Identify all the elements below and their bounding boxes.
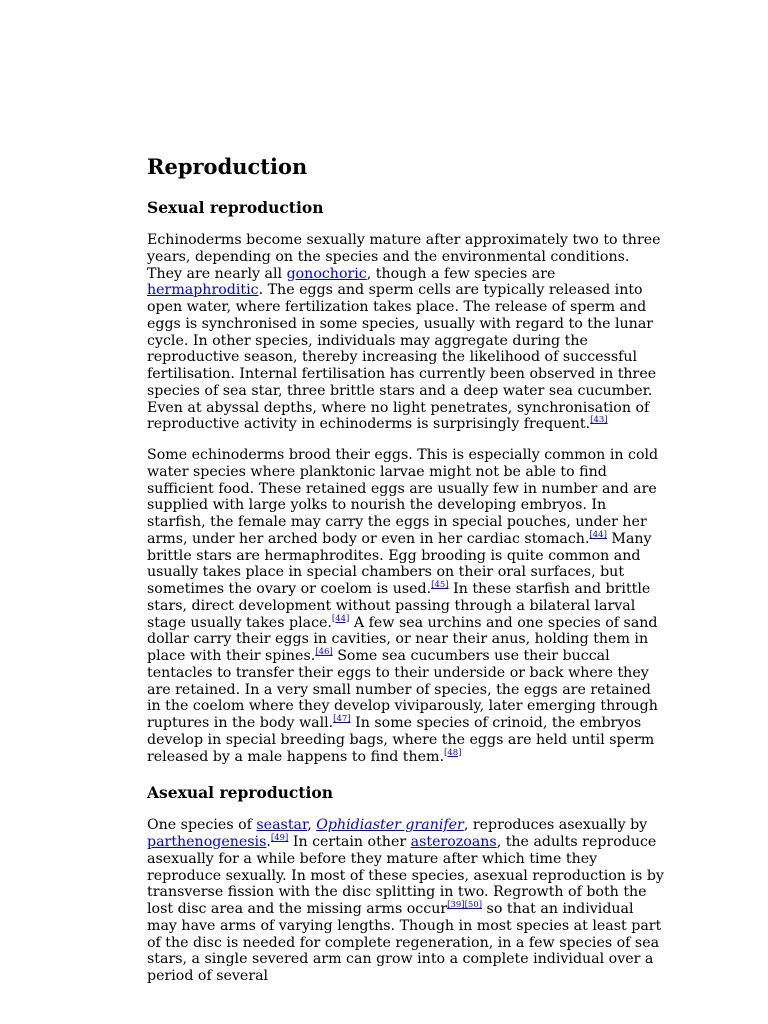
link-parthenogenesis[interactable]: parthenogenesis: [147, 834, 267, 850]
citation-50[interactable]: [50]: [464, 900, 483, 910]
section-heading-asexual: Asexual reproduction: [147, 783, 334, 803]
paragraph-sexual-1: Echinoderms become sexually mature after approximately two to three years, depending on the species and the environmental conditions. They are nearly all gonochoric, though a few species are hermaphroditic. The eggs and sperm cells are typically released into open water, where fertilization takes place. The release of sperm and eggs is synchronised in some species, usually with regard to the lunar cycle. In other species, individuals may aggregate during the reproductive season, thereby increasing the likelihood of successful fertilisation. Internal fertilisation has currently been observed in three species of sea star, three brittle stars and a deep water sea cucumber. Even at abyssal depths, where no light penetrates, synchronisation of reproductive activity in echinoderms is surprisingly frequent.[43]: [147, 232, 661, 433]
citation-48[interactable]: [48]: [444, 747, 462, 758]
paragraph-asexual-1: One species of seastar, Ophidiaster granifer, reproduces asexually by parthenogenesis.[49] In certain other asterozoans, the adults reproduce asexually for a while before they mature after which time they reproduce sexually. In most of these species, asexual reproduction is by transverse fission with the disc splitting in two. Regrowth of both the lost disc area and the missing arms occur[39][50] so that an individual may have arms of varying lengths. Though in most species at least part of the disc is needed for complete regeneration, in a few species of sea stars, a single severed arm can grow into a complete individual over a period of several: [147, 817, 664, 984]
citation-49[interactable]: [49]: [270, 833, 289, 843]
citation-44[interactable]: [44]: [589, 529, 607, 540]
link-seastar[interactable]: seastar: [256, 817, 308, 834]
paragraph-sexual-2: Some echinoderms brood their eggs. This is especially common in cold water species where planktonic larvae might not be able to find sufficient food. These retained eggs are usually few in number and are supplied with large yolks to nourish the developing embryos. In starfish, the female may carry the eggs in special pouches, under her arms, under her arched body or even in her cardiac stomach.[44] Many brittle stars are hermaphrodites. Egg brooding is quite common and usually takes place in special chambers on their oral surfaces, but sometimes the ovary or coelom is used.[45] In these starfish and brittle stars, direct development without passing through a bilateral larval stage usually takes place.[44] A few sea urchins and one species of sand dollar carry their eggs in cavities, or near their anus, holding them in place with their spines.[46] Some sea cucumbers use their buccal tentacles to transfer their eggs to their underside or back where they are retained. In a very small number of species, the eggs are retained in the coelom where they develop viviparously, later emerging through ruptures in the body wall.[47] In some species of crinoid, the embryos develop in special breeding bags, where the eggs are held until sperm released by a male happens to find them.[48]: [147, 447, 659, 765]
link-hermaphroditic[interactable]: hermaphroditic: [147, 282, 259, 299]
link-ophidiaster-granifer[interactable]: Ophidiaster granifer: [316, 817, 464, 834]
article-content: [147, 150, 667, 985]
link-gonochoric[interactable]: gonochoric: [286, 265, 367, 282]
citation-44-b[interactable]: [44]: [331, 613, 350, 624]
citation-46[interactable]: [46]: [315, 647, 333, 657]
citation-47[interactable]: [47]: [333, 714, 351, 724]
citation-43[interactable]: [43]: [590, 415, 608, 426]
citation-39[interactable]: [39]: [447, 900, 465, 910]
page-title: Reproduction: [147, 154, 308, 179]
section-heading-sexual: Sexual reproduction: [147, 198, 324, 217]
citation-45[interactable]: [45]: [431, 580, 449, 590]
link-asterozoans[interactable]: asterozoans: [410, 834, 497, 850]
